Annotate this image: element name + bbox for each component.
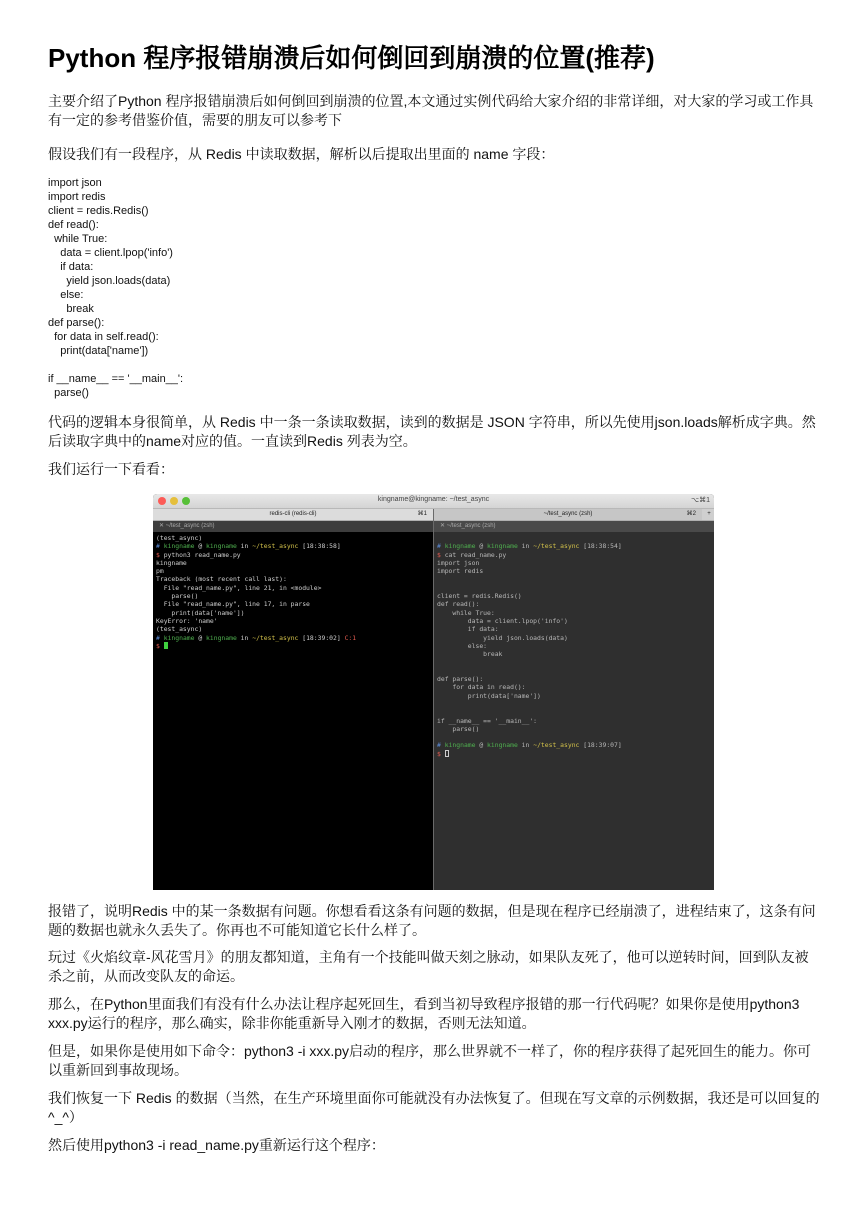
page-title: Python 程序报错崩溃后如何倒回到崩溃的位置(推荐) xyxy=(48,43,655,73)
right-terminal-line xyxy=(437,708,714,716)
left-terminal-line: KeyError: 'name' xyxy=(156,616,218,625)
terminal-tab-1 xyxy=(153,509,434,520)
left-terminal-line: print(data['name']) xyxy=(156,608,245,617)
paragraph-1: 假设我们有一段程序，从 Redis 中读取数据，解析以后提取出里面的 name 字段： xyxy=(48,146,555,162)
code-block: import json import redis client = redis.Redis() def read(): while True: data = client.lpop('info') if data: yield json.loads(data) else: break def parse(): for data in self.read(): print(data['name']) if __name__ == '__main__': parse() xyxy=(48,177,184,399)
terminal-titlebar xyxy=(153,494,714,509)
terminal-screenshot xyxy=(153,494,714,890)
right-terminal-line: if __name__ == '__main__': xyxy=(437,716,538,725)
right-terminal-line xyxy=(437,700,714,708)
left-terminal-line: kingname xyxy=(156,558,187,567)
right-terminal-line xyxy=(437,584,714,592)
intro-paragraph: 主要介绍了Python 程序报错崩溃后如何倒回到崩溃的位置,本文通过实例代码给大家介绍的非常详细，对大家的学习或工作具有一定的参考借鉴价值，需要的朋友可以参考下 xyxy=(48,93,814,128)
right-terminal-line xyxy=(437,658,714,666)
right-terminal-line: while True: xyxy=(437,608,495,617)
right-terminal-line: import json xyxy=(437,558,480,567)
right-terminal-line: else: xyxy=(437,641,488,650)
terminal-window-shortcut: ⌥⌘1 xyxy=(691,497,710,504)
right-terminal-line xyxy=(437,667,714,675)
left-terminal-line: # kingname @ kingname in ~/test_async [18:38:58] xyxy=(156,542,341,551)
terminal-tab-1-key: ⌘1 xyxy=(417,511,427,517)
terminal-pane-right xyxy=(434,532,714,890)
paragraph-9: 然后使用python3 -i read_name.py重新运行这个程序： xyxy=(48,1137,385,1153)
pane-2-header xyxy=(434,521,714,532)
paragraph-6: 那么，在Python里面我们有没有什么办法让程序起死回生，看到当初导致程序报错的那一行代码呢？如果你是使用python3 xxx.py运行的程序，那么确实，除非你能重新导入刚才的数据，否则无法知道。 xyxy=(48,996,800,1031)
right-terminal-line: data = client.lpop('info') xyxy=(437,616,568,625)
left-terminal-line: # kingname @ kingname in ~/test_async [18:39:02] C:1 xyxy=(156,633,357,642)
terminal-tab-1-label: redis-cli (redis-cli) xyxy=(269,511,317,517)
paragraph-4: 报错了，说明Redis 中的某一条数据有问题。你想看看这条有问题的数据，但是现在程序已经崩溃了，进程结束了，这条有问题的数据也就永久丢失了。你再也不可能知道它长什么样了。 xyxy=(48,903,816,938)
paragraph-3: 我们运行一下看看： xyxy=(48,461,174,477)
new-tab-icon: + xyxy=(707,511,711,517)
pane-1-header xyxy=(153,521,433,532)
left-terminal-line: $ python3 read_name.py xyxy=(156,550,241,559)
right-terminal-line: if data: xyxy=(437,625,499,634)
right-terminal-line: def read(): xyxy=(437,600,480,609)
right-terminal-line: parse() xyxy=(437,724,480,733)
paragraph-5: 玩过《火焰纹章-风花雪月》的朋友都知道，主角有一个技能叫做天刻之脉动，如果队友死了，他可以逆转时间，回到队友被杀之前，从而改变队友的命运。 xyxy=(48,949,809,984)
left-terminal-line: File "read_name.py", line 17, in parse xyxy=(156,600,310,609)
right-terminal-line xyxy=(437,575,714,583)
left-terminal-line: File "read_name.py", line 21, in <module> xyxy=(156,583,322,592)
paragraph-7: 但是，如果你是使用如下命令：python3 -i xxx.py启动的程序，那么世界就不一样了，你的程序获得了起死回生的能力。你可以重新回到事故现场。 xyxy=(48,1043,812,1078)
right-terminal-line: import redis xyxy=(437,567,484,576)
terminal-tab-2-label: ~/test_async (zsh) xyxy=(543,511,593,517)
left-terminal-line: $ xyxy=(156,642,433,650)
paragraph-2: 代码的逻辑本身很简单，从 Redis 中一条一条读取数据，读到的数据是 JSON 字符串，所以先使用json.loads解析成字典。然后读取字典中的name对应的值。一直读到Redis 列表为空。 xyxy=(48,414,816,449)
terminal-tab-2 xyxy=(434,509,702,520)
right-terminal-line: break xyxy=(437,650,503,659)
left-terminal-line: Traceback (most recent call last): xyxy=(156,575,287,584)
left-terminal-line: parse() xyxy=(156,592,199,601)
pane-1-header-label: ✕ ~/test_async (zsh) xyxy=(159,523,215,529)
right-terminal-line xyxy=(437,534,714,542)
left-terminal-line: (test_async) xyxy=(156,625,203,634)
right-terminal-line: def parse(): xyxy=(437,675,484,684)
right-terminal-line: # kingname @ kingname in ~/test_async [18:39:07] xyxy=(437,741,622,750)
left-terminal-line: (test_async) xyxy=(156,534,203,542)
paragraph-8: 我们恢复一下 Redis 的数据（当然，在生产环境里面你可能就没有办法恢复了。但现在写文章的示例数据，我还是可以回复的^_^） xyxy=(48,1090,820,1125)
right-terminal-line: $ cat read_name.py xyxy=(437,550,507,559)
right-terminal-line: $ xyxy=(437,750,714,758)
right-terminal-line xyxy=(437,733,714,741)
right-terminal-line: # kingname @ kingname in ~/test_async [18:38:54] xyxy=(437,542,622,551)
terminal-pane-left xyxy=(153,532,433,890)
left-terminal-line: pm xyxy=(156,567,164,576)
right-terminal-line: print(data['name']) xyxy=(437,691,541,700)
right-terminal-line: for data in read(): xyxy=(437,683,526,692)
right-terminal-line: client = redis.Redis() xyxy=(437,592,522,601)
terminal-tab-2-key: ⌘2 xyxy=(686,511,696,517)
pane-2-header-label: ✕ ~/test_async (zsh) xyxy=(440,523,496,529)
terminal-window-title: kingname@kingname: ~/test_async xyxy=(377,496,490,503)
right-terminal-line: yield json.loads(data) xyxy=(437,633,568,642)
